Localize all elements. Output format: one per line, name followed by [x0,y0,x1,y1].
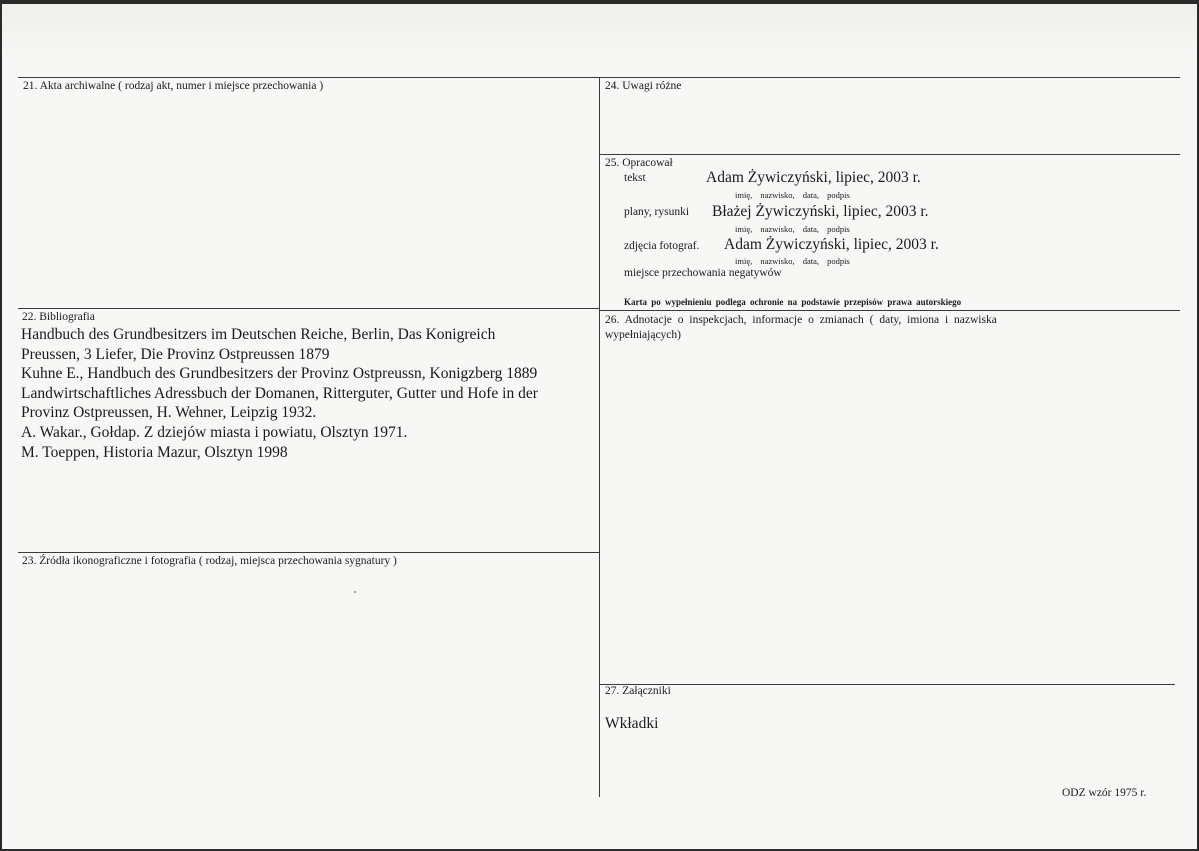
section-26-title: 26. Adnotacje o inspekcjach, informacje o zmianach ( daty, imiona i nazwiska [605,314,997,326]
rule-23 [18,552,599,553]
tekst-hint: imię, nazwisko, data, podpis [735,190,850,200]
scan-speck [354,591,356,593]
bibliography-entry: Kuhne E., Handbuch des Grundbesitzers der Provinz Ostpreussn, Konigzberg 1889 [21,365,538,383]
rule-26 [599,310,1180,311]
section-27-title: 27. Załączniki [605,685,671,697]
attachments-value: Wkładki [605,715,659,732]
bibliography-entry: Preussen, 3 Liefer, Die Provinz Ostpreussen 1879 [21,345,330,363]
bibliography-list [21,325,601,462]
section-22-title: 22. Bibliografia [22,311,95,323]
plany-label: plany, rysunki [624,206,690,218]
section-24-title: 24. Uwagi różne [605,80,682,92]
negatywy-label: miejsce przechowania negatywów [624,267,782,279]
zdjecia-label: zdjęcia fotograf. [624,240,700,252]
zdjecia-author: Adam Żywiczyński, lipiec, 2003 r. [724,236,939,253]
scan-shading [2,4,1197,64]
form-id: ODZ wzór 1975 r. [1062,787,1147,799]
bibliography-entry: M. Toeppen, Historia Mazur, Olsztyn 1998 [21,443,288,461]
bibliography-entry: Landwirtschaftliches Adressbuch der Domanen, Ritterguter, Gutter und Hofe in der [21,384,538,402]
rule-27 [599,684,1175,685]
bibliography-entry: Handbuch des Grundbesitzers im Deutschen Reiche, Berlin, Das Konigreich [21,326,496,343]
tekst-label: tekst [624,172,646,184]
rule-22 [18,308,599,309]
section-26-title-cont: wypełniających) [605,329,681,341]
bibliography-entry: Provinz Ostpreussen, H. Wehner, Leipzig 1932. [21,404,317,422]
rule-25 [599,154,1180,155]
zdjecia-hint: imię, nazwisko, data, podpis [735,256,850,266]
section-23-title: 23. Źródła ikonograficzne i fotografia ( rodzaj, miejsca przechowania sygnatury ) [22,555,397,567]
tekst-author: Adam Żywiczyński, lipiec, 2003 r. [706,169,921,186]
section-21-title: 21. Akta archiwalne ( rodzaj akt, numer i miejsce przechowania ) [23,80,324,92]
plany-hint: imię, nazwisko, data, podpis [735,224,850,234]
section-25-title: 25. Opracował [605,157,673,169]
copyright-note: Karta po wypełnieniu podlega ochronie na podstawie przepisów prawa autorskiego [624,297,962,307]
bibliography-entry: A. Wakar., Gołdap. Z dziejów miasta i powiatu, Olsztyn 1971. [21,423,408,441]
plany-author: Błażej Żywiczyński, lipiec, 2003 r. [712,203,929,220]
